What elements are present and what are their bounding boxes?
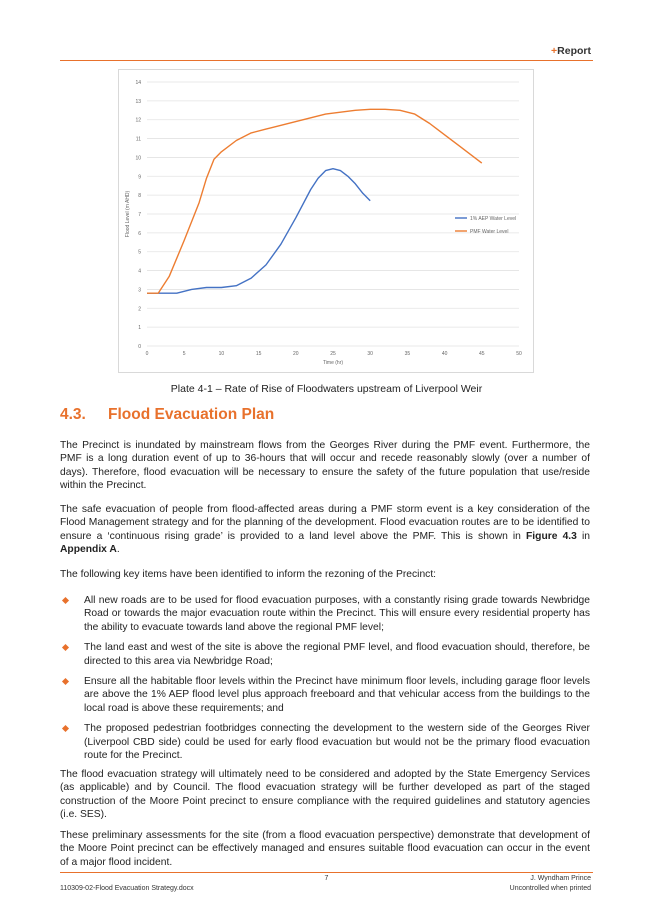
legend-label: 1% AEP Water Level — [470, 216, 517, 222]
x-tick-label: 0 — [145, 351, 149, 357]
list-item-text: All new roads are to be used for flood evacuation purposes, with a constantly rising grade towards Newbridge Road or towards the major evacuation route within the Precinct. This will ensure every residential property has the ability to evacuate towards land above the regional PMF level; — [84, 595, 590, 633]
list-item — [60, 641, 590, 668]
bullet-diamond-icon — [62, 597, 69, 604]
flood-level-chart — [118, 69, 534, 373]
y-tick-label: 14 — [135, 80, 141, 86]
figure-reference: Figure 4.3 — [526, 530, 577, 542]
section-number: 4.3. — [60, 406, 86, 423]
y-tick-label: 13 — [135, 98, 141, 105]
x-tick-label: 15 — [255, 351, 262, 357]
paragraph-end: . — [116, 544, 120, 556]
x-tick-label: 40 — [441, 351, 448, 357]
y-tick-label: 12 — [135, 117, 141, 124]
x-tick-label: 45 — [479, 351, 485, 357]
y-tick-label: 0 — [138, 344, 141, 350]
list-item — [60, 594, 590, 634]
x-tick-label: 20 — [293, 351, 299, 357]
bullet-diamond-icon — [62, 644, 69, 651]
footer-filename: 110309-02-Flood Evacuation Strategy.docx — [60, 885, 194, 892]
x-tick-label: 10 — [218, 351, 225, 357]
bullet-diamond-icon — [62, 725, 69, 732]
paragraph-ses-adoption: The flood evacuation strategy will ultimately need to be considered and adopted by the State Emergency Services (as applicable) and by Council. The flood evacuation strategy will be further developed as part of the staged construction of the Moore Point precinct to ensure compliance with the required guidelines and statutory agencies (i.e. SES). — [60, 769, 590, 821]
header-divider — [60, 60, 593, 61]
key-items-list — [60, 594, 590, 769]
footer-status: Uncontrolled when printed — [509, 885, 591, 892]
x-tick-label: 35 — [404, 351, 411, 357]
y-tick-label: 2 — [138, 306, 141, 313]
footer-company: J. Wyndham Prince — [530, 875, 591, 882]
y-tick-label: 5 — [138, 249, 141, 256]
section-heading — [60, 406, 274, 424]
bullet-diamond-icon — [62, 678, 69, 685]
x-tick-label: 25 — [330, 351, 336, 357]
page-number: 7 — [324, 875, 329, 882]
x-tick-label: 30 — [367, 351, 373, 357]
list-item — [60, 675, 590, 715]
y-tick-label: 10 — [135, 155, 141, 162]
series-line-aep — [147, 169, 370, 294]
y-tick-label: 4 — [138, 268, 141, 275]
appendix-reference: Appendix A — [60, 544, 117, 556]
paragraph-preliminary-assessment: These preliminary assessments for the site (from a flood evacuation perspective) demonstrate that development of the Moore Point precinct can be effectively managed and ensures suitable flood evacuation can occur in the event of a major flood incident. — [60, 830, 590, 868]
y-tick-label: 3 — [138, 287, 141, 294]
header-label — [551, 45, 591, 57]
y-tick-label: 11 — [135, 136, 141, 143]
y-tick-label: 8 — [138, 193, 141, 200]
paragraph-connector: in — [576, 530, 590, 542]
footer-divider — [60, 872, 593, 873]
y-tick-label: 6 — [138, 230, 141, 237]
paragraph-precinct-inundation: The Precinct is inundated by mainstream flows from the Georges River during the PMF event. Furthermore, the PMF is a long duration event of up to 36-hours that will occur and recede reasonably slowly (over a number of days). Therefore, flood evacuation will be necessary to ensure the safety of the future population that use/reside within the Precinct. — [60, 440, 590, 492]
x-tick-label: 5 — [182, 351, 186, 357]
x-axis-label: Time (hr) — [322, 360, 344, 366]
list-item-text: The land east and west of the site is above the regional PMF level, and flood evacuation should, therefore, be directed to this area via Newbridge Road; — [84, 642, 590, 667]
list-item — [60, 722, 590, 762]
y-tick-label: 7 — [138, 212, 141, 218]
paragraph-safe-evacuation — [60, 503, 590, 557]
section-title: Flood Evacuation Plan — [108, 406, 275, 423]
paragraph-key-items-intro: The following key items have been identified to inform the rezoning of the Precinct: — [60, 569, 437, 580]
paragraph-safe-evacuation-text: The safe evacuation of people from flood-affected areas during a PMF storm event is a key consideration of the Flood Management strategy and for the planning of the development. Flood evacuation routes are to be identified to ensure a ‘continuous rising grade’ is provided to a land level above the PMF. This is shown in — [60, 504, 590, 542]
figure-caption: Plate 4-1 – Rate of Rise of Floodwaters upstream of Liverpool Weir — [170, 383, 483, 395]
y-tick-label: 9 — [138, 174, 141, 181]
series-line-pmf — [147, 109, 482, 293]
x-tick-label: 50 — [516, 351, 522, 357]
y-tick-label: 1 — [138, 325, 141, 332]
legend-label: PMF Water Level — [470, 229, 509, 235]
list-item-text: The proposed pedestrian footbridges connecting the development to the western side of the Georges River (Liverpool CBD side) could be used for early flood evacuation but would not be the primary flood evacuation route for the Precinct. — [84, 723, 590, 762]
chart-svg — [119, 70, 533, 372]
list-item-text: Ensure all the habitable floor levels within the Precinct have minimum floor levels, including garage floor levels are above the 1% AEP flood level plus approach freeboard and that vehicular access from the buildings to the local road is above these requirements; and — [84, 676, 590, 714]
header-plus-mark: + — [551, 45, 558, 57]
header-report-label: Report — [557, 45, 591, 57]
y-axis-label: Flood Level (m AHD) — [125, 190, 131, 238]
